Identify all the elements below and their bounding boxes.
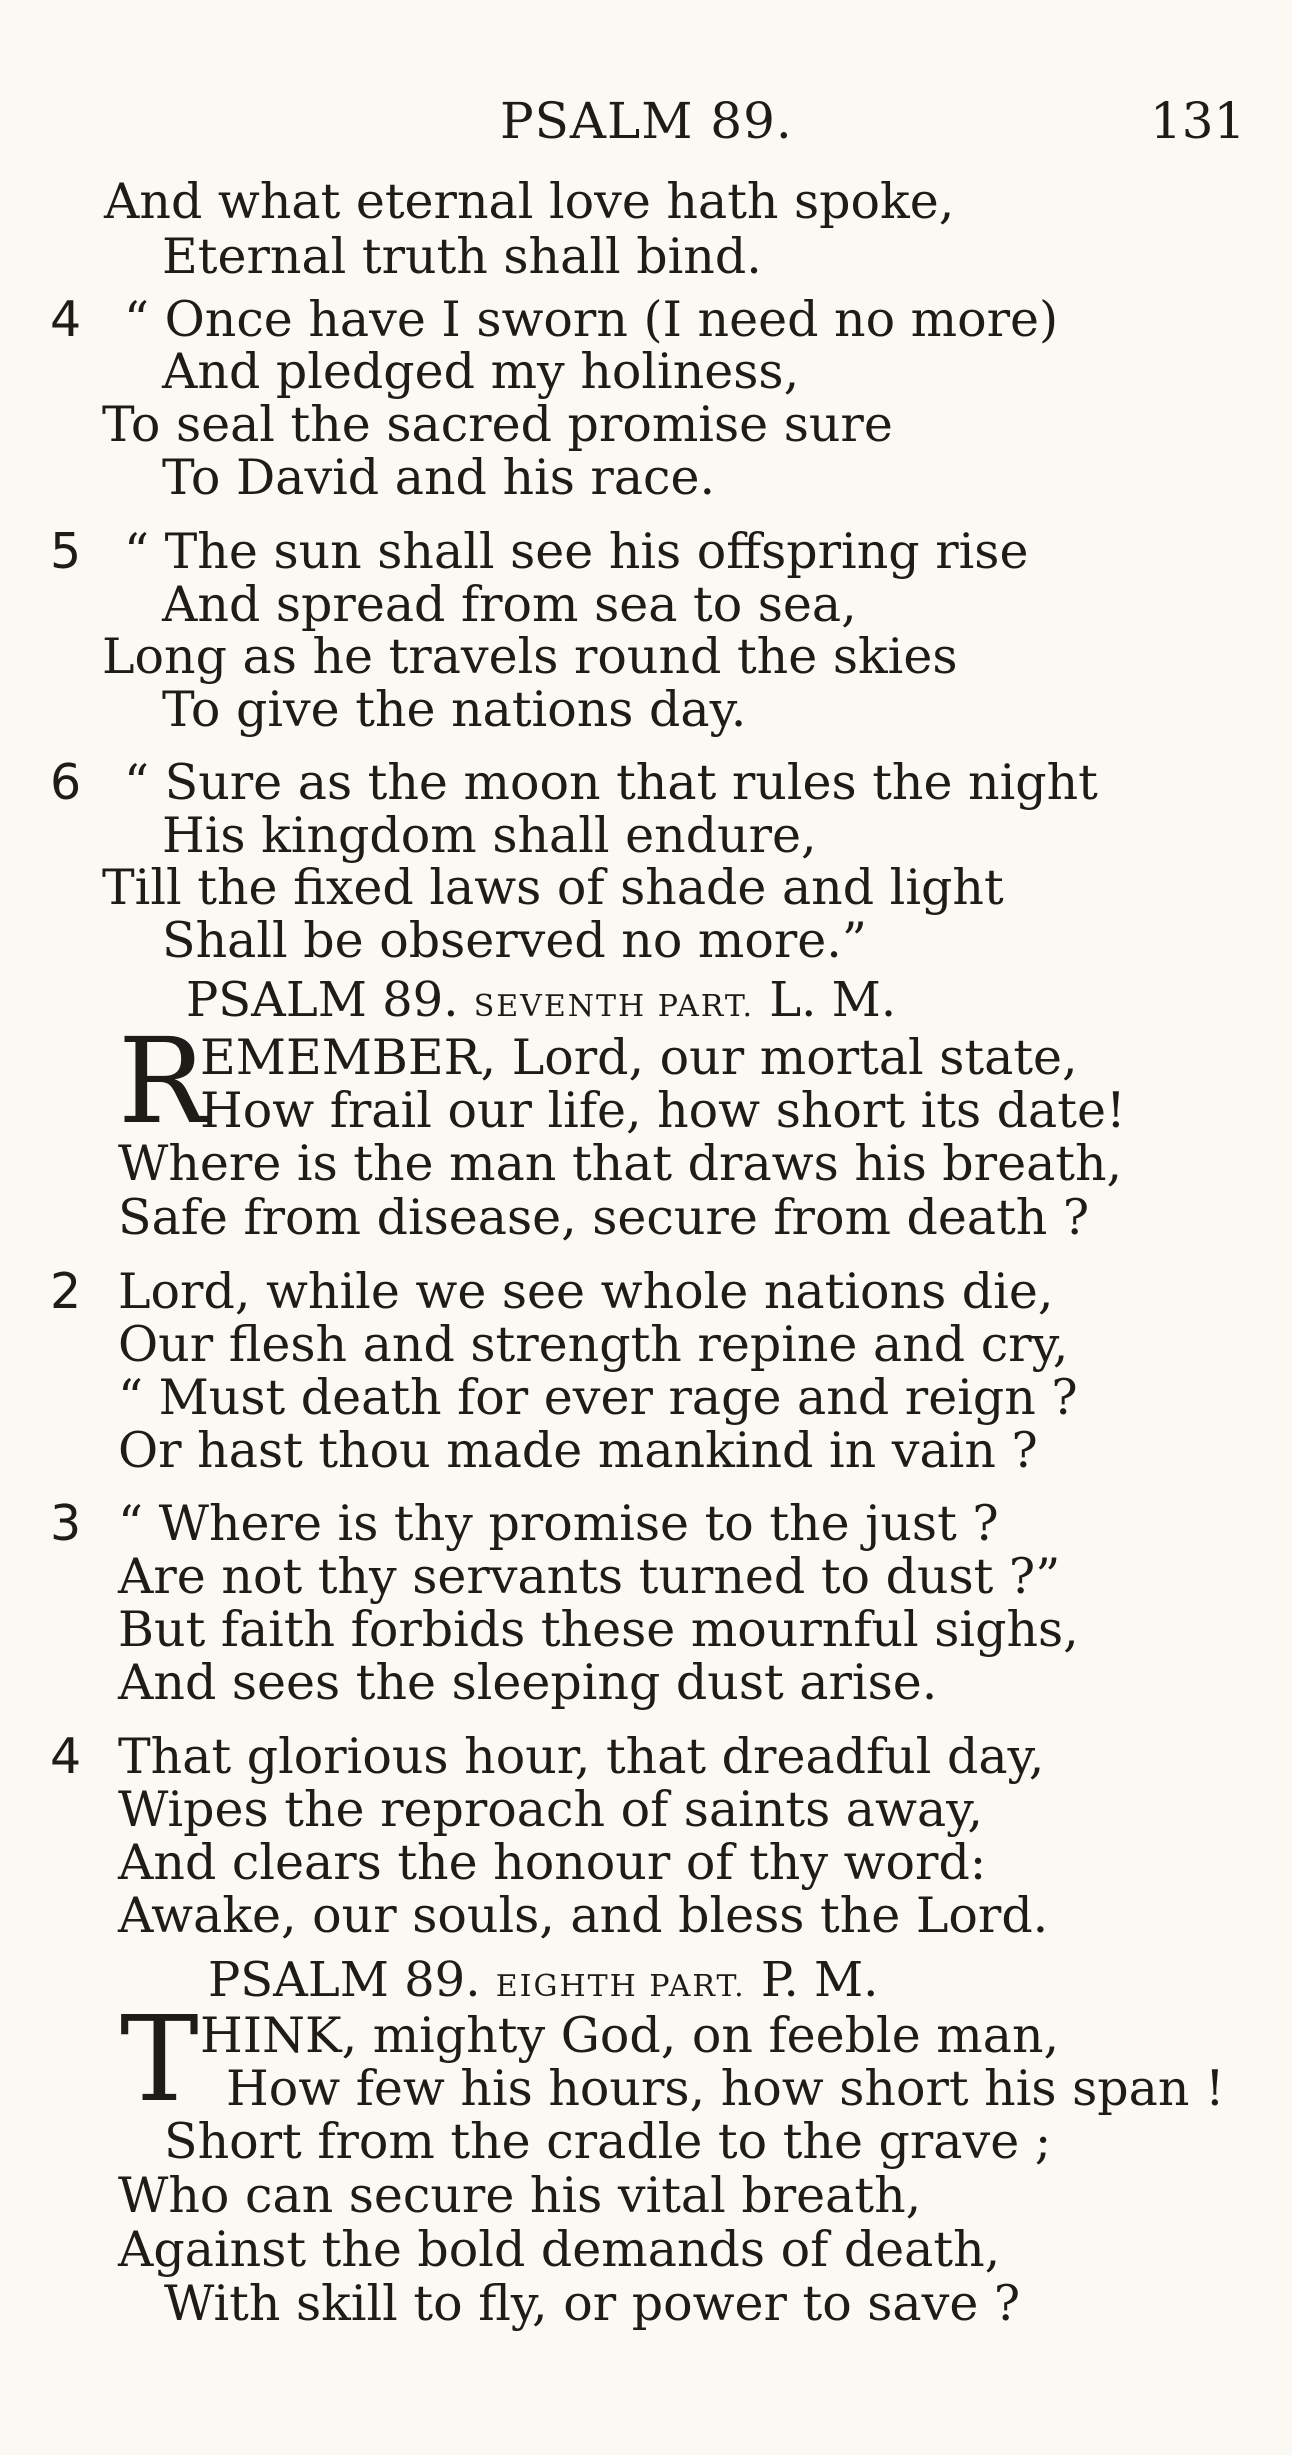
- verse-line: “ Sure as the moon that rules the night: [124, 754, 1098, 811]
- drop-capital: R: [118, 1012, 207, 1150]
- verse-line: Lord, while we see whole nations die,: [118, 1263, 1054, 1320]
- heading-part: SEVENTH PART.: [473, 989, 755, 1024]
- verse-line: HINK, mighty God, on feeble man,: [200, 2007, 1060, 2064]
- verse-line: And clears the honour of thy word:: [118, 1834, 987, 1891]
- verse-line: That glorious hour, that dreadful day,: [118, 1728, 1045, 1785]
- verse-line: Are not thy servants turned to dust ?”: [118, 1548, 1061, 1605]
- verse-line: And sees the sleeping dust arise.: [118, 1654, 938, 1711]
- heading-part: EIGHTH PART.: [495, 1969, 746, 2004]
- verse-line: “ The sun shall see his offspring rise: [124, 523, 1029, 580]
- verse-line: To give the nations day.: [162, 681, 747, 738]
- verse-line: To seal the sacred promise sure: [102, 396, 893, 453]
- verse-line: And spread from sea to sea,: [162, 576, 857, 633]
- verse-line: To David and his race.: [162, 449, 716, 506]
- verse-line: Safe from disease, secure from death ?: [118, 1189, 1090, 1246]
- verse-line: EMEMBER, Lord, our mortal state,: [200, 1029, 1078, 1086]
- section-heading: [186, 970, 896, 1037]
- verse-line: “ Once have I sworn (I need no more): [124, 291, 1059, 348]
- verse-line: Or hast thou made mankind in vain ?: [118, 1422, 1038, 1479]
- verse-line: Where is the man that draws his breath,: [118, 1135, 1123, 1192]
- verse-line: How frail our life, how short its date!: [200, 1082, 1126, 1139]
- verse-line: Wipes the reproach of saints away,: [118, 1781, 983, 1838]
- verse-line: Till the fixed laws of shade and light: [102, 859, 1004, 916]
- verse-number: 6: [50, 754, 82, 811]
- verse-line: “ Must death for ever rage and reign ?: [118, 1369, 1078, 1426]
- verse-line: Who can secure his vital breath,: [118, 2167, 922, 2224]
- page-number: 131: [1150, 92, 1246, 150]
- verse-number: 3: [50, 1495, 82, 1552]
- verse-line: And pledged my holiness,: [162, 343, 800, 400]
- verse-line: Short from the cradle to the grave ;: [164, 2113, 1052, 2170]
- verse-number: 5: [50, 523, 82, 580]
- verse-line: His kingdom shall endure,: [162, 807, 817, 864]
- verse-line: Against the bold demands of death,: [118, 2221, 1001, 2278]
- verse-line: Our flesh and strength repine and cry,: [118, 1316, 1069, 1373]
- verse-line: “ Where is thy promise to the just ?: [118, 1495, 999, 1552]
- running-head: [0, 92, 1292, 162]
- verse-line: But faith forbids these mournful sighs,: [118, 1601, 1079, 1658]
- heading-meter: P. M.: [760, 1952, 879, 2008]
- heading-meter: L. M.: [769, 972, 897, 1028]
- verse-number: 4: [50, 291, 82, 348]
- drop-capital: T: [120, 1990, 199, 2128]
- verse-number: 4: [50, 1728, 82, 1785]
- heading-title: PSALM 89.: [186, 972, 459, 1028]
- page-title: PSALM 89.: [500, 92, 793, 150]
- verse-line: Awake, our souls, and bless the Lord.: [118, 1887, 1049, 1944]
- verse-line: Shall be observed no more.”: [162, 912, 867, 969]
- verse-line: And what eternal love hath spoke,: [104, 173, 955, 230]
- verse-number: 2: [50, 1263, 82, 1320]
- verse-line: With skill to fly, or power to save ?: [164, 2275, 1021, 2332]
- verse-line: Eternal truth shall bind.: [162, 228, 762, 285]
- verse-line: How few his hours, how short his span !: [226, 2060, 1225, 2117]
- verse-line: Long as he travels round the skies: [102, 628, 958, 685]
- heading-title: PSALM 89.: [208, 1952, 481, 2008]
